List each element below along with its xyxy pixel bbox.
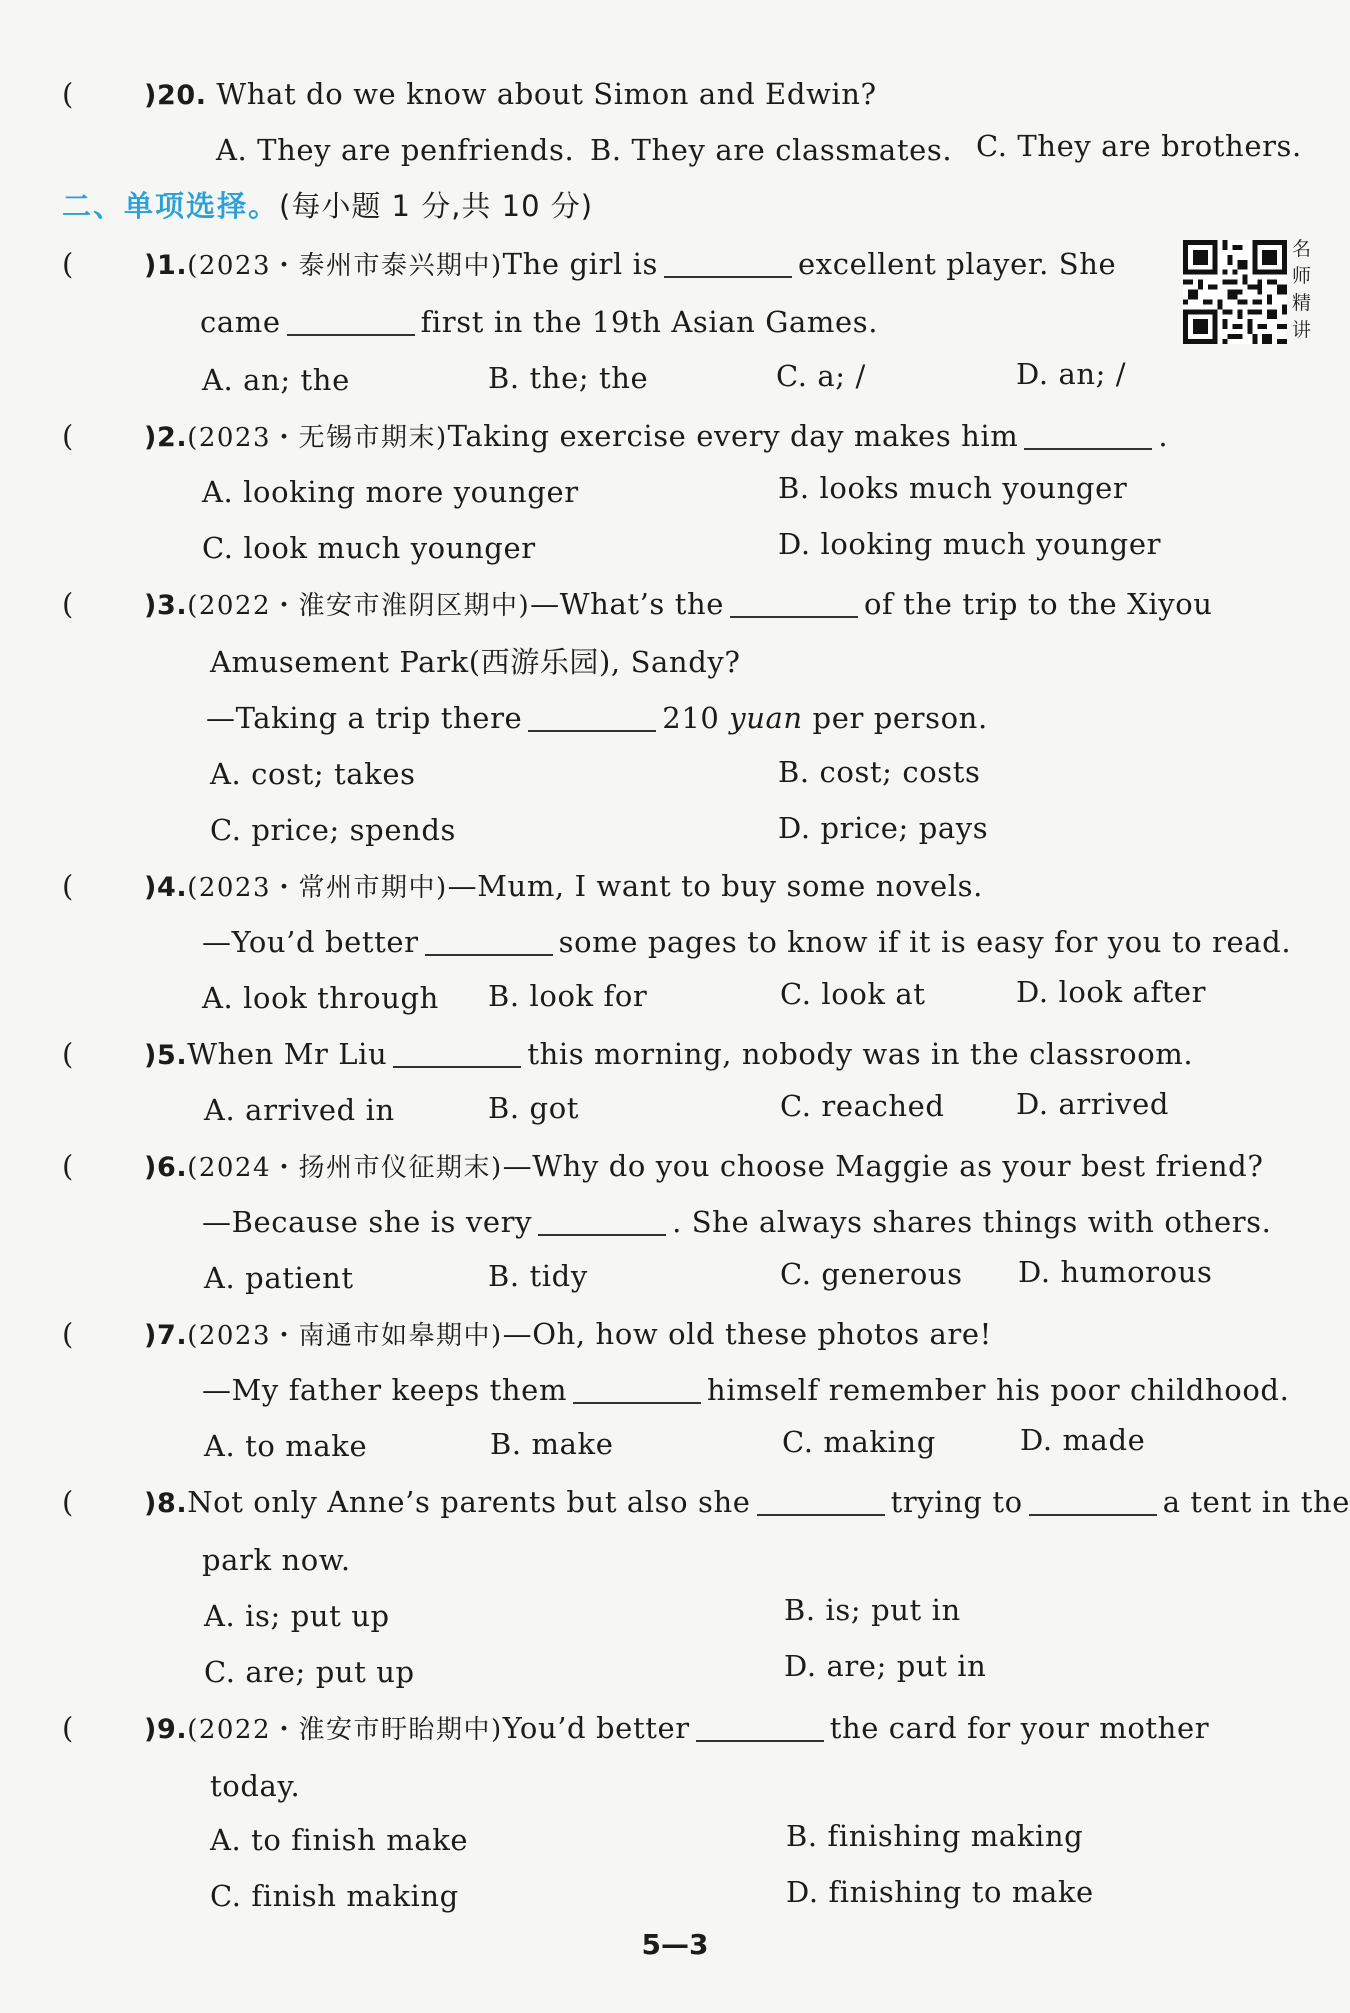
option-d: D. finishing to make: [786, 1875, 1094, 1909]
qr-code-icon[interactable]: [1183, 240, 1287, 344]
question-3-line2: Amusement Park(西游乐园), Sandy?: [210, 645, 741, 679]
question-7: [144, 1314, 992, 1356]
question-5: [144, 1034, 1193, 1076]
option-b: B. is; put in: [784, 1593, 961, 1627]
question-text: per person.: [812, 701, 988, 735]
option-c: C. are; put up: [204, 1655, 415, 1689]
question-text: —My father keeps them: [202, 1373, 568, 1407]
option-a: A. an; the: [202, 363, 350, 397]
question-source: (2022・淮安市盱眙期中): [187, 1715, 503, 1745]
question-text: this morning, nobody was in the classroom.: [527, 1037, 1194, 1071]
question-text: —Taking a trip there: [206, 701, 523, 735]
answer-blank[interactable]: [538, 1204, 666, 1236]
question-text: .: [1158, 419, 1169, 453]
qr-label: 名师精讲: [1292, 238, 1312, 341]
option-a: A. is; put up: [204, 1599, 390, 1633]
question-text-italic: yuan: [729, 701, 803, 735]
question-1: [144, 244, 1116, 286]
answer-blank[interactable]: [573, 1372, 701, 1404]
option-a: A. cost; takes: [210, 757, 416, 791]
question-8-line2: park now.: [202, 1543, 351, 1577]
option-b: B. got: [488, 1091, 580, 1125]
question-20: [144, 74, 877, 116]
option-c: C. reached: [780, 1089, 945, 1123]
option-b: B. They are classmates.: [590, 133, 953, 167]
answer-blank[interactable]: [393, 1036, 521, 1068]
question-9-line2: today.: [210, 1769, 301, 1803]
question-text: trying to: [890, 1485, 1023, 1519]
option-d: D. look after: [1016, 975, 1207, 1009]
question-3-line3: [206, 698, 988, 738]
answer-blank[interactable]: [425, 924, 553, 956]
answer-paren: (: [62, 587, 74, 621]
answer-paren: (: [62, 1485, 74, 1519]
option-d: D. made: [1020, 1423, 1146, 1457]
question-number: )3.: [144, 590, 188, 621]
question-text: —You’d better: [202, 925, 419, 959]
question-number: )9.: [144, 1714, 188, 1745]
option-b: B. cost; costs: [778, 755, 981, 789]
question-text: himself remember his poor childhood.: [707, 1373, 1290, 1407]
question-text: The girl is: [502, 247, 659, 281]
question-number: )20.: [144, 80, 207, 111]
question-number: )1.: [144, 250, 188, 281]
question-text: Not only Anne’s parents but also she: [187, 1485, 751, 1519]
question-source: (2023・南通市如皋期中): [187, 1321, 503, 1351]
question-source: (2023・常州市期中): [187, 873, 448, 903]
question-number: )7.: [144, 1320, 188, 1351]
question-text: —What’s the: [530, 587, 724, 621]
question-3: [144, 584, 1213, 626]
question-text: excellent player. She: [798, 247, 1117, 281]
question-text: came: [200, 305, 281, 339]
question-6: [144, 1146, 1263, 1188]
option-b: B. look for: [488, 979, 648, 1013]
answer-blank[interactable]: [1029, 1484, 1157, 1516]
answer-paren: (: [62, 419, 74, 453]
option-c: C. a; /: [776, 359, 866, 393]
option-d: D. arrived: [1016, 1087, 1170, 1121]
page-number: 5—3: [641, 1928, 709, 1961]
question-number: )6.: [144, 1152, 188, 1183]
question-text: . She always shares things with others.: [672, 1205, 1272, 1239]
question-text: the card for your mother: [829, 1711, 1210, 1745]
option-c: C. look at: [780, 977, 926, 1011]
option-a: A. They are penfriends.: [216, 133, 575, 167]
option-d: D. humorous: [1018, 1255, 1213, 1289]
answer-paren: (: [62, 869, 74, 903]
answer-blank[interactable]: [1024, 418, 1152, 450]
question-source: (2023・无锡市期末): [187, 423, 448, 453]
option-c: C. finish making: [210, 1879, 459, 1913]
question-text: —Because she is very: [202, 1205, 533, 1239]
answer-blank[interactable]: [730, 586, 858, 618]
question-number: )4.: [144, 872, 188, 903]
answer-blank[interactable]: [287, 304, 415, 336]
answer-blank[interactable]: [664, 246, 792, 278]
answer-paren: (: [62, 77, 74, 111]
option-b: B. looks much younger: [778, 471, 1128, 505]
question-8: [144, 1482, 1350, 1524]
question-number: )8.: [144, 1488, 188, 1519]
section-heading: [62, 186, 593, 226]
question-text: Taking exercise every day makes him: [447, 419, 1019, 453]
question-source: (2024・扬州市仪征期末): [187, 1153, 503, 1183]
question-4: [144, 866, 983, 908]
question-9: [144, 1708, 1209, 1750]
question-number: )5.: [144, 1040, 188, 1071]
question-text: When Mr Liu: [187, 1037, 388, 1071]
question-text: a tent in the: [1162, 1485, 1350, 1519]
option-c: C. look much younger: [202, 531, 536, 565]
question-4-line2: [202, 922, 1291, 962]
answer-blank[interactable]: [528, 700, 656, 732]
answer-paren: (: [62, 1037, 74, 1071]
answer-blank[interactable]: [696, 1710, 824, 1742]
question-text: —Mum, I want to buy some novels.: [447, 869, 983, 903]
option-a: A. patient: [204, 1261, 354, 1295]
question-1-line2: [200, 302, 878, 342]
question-6-line2: [202, 1202, 1271, 1242]
option-d: D. are; put in: [784, 1649, 987, 1683]
question-text: What do we know about Simon and Edwin?: [216, 77, 877, 111]
question-text: some pages to know if it is easy for you to read.: [558, 925, 1292, 959]
answer-paren: (: [62, 247, 74, 281]
option-b: B. tidy: [488, 1259, 588, 1293]
option-a: A. arrived in: [204, 1093, 395, 1127]
option-b: B. finishing making: [786, 1819, 1084, 1853]
option-a: A. looking more younger: [202, 475, 579, 509]
question-number: )2.: [144, 422, 188, 453]
option-a: A. look through: [202, 981, 439, 1015]
section-score: (每小题 1 分,共 10 分): [279, 189, 594, 223]
option-a: A. to finish make: [210, 1823, 469, 1857]
answer-paren: (: [62, 1711, 74, 1745]
option-d: D. looking much younger: [778, 527, 1162, 561]
option-c: C. price; spends: [210, 813, 457, 847]
question-text: You’d better: [502, 1711, 690, 1745]
option-b: B. make: [490, 1427, 614, 1461]
option-c: C. They are brothers.: [976, 129, 1302, 163]
option-a: A. to make: [204, 1429, 368, 1463]
question-text: first in the 19th Asian Games.: [420, 305, 879, 339]
option-c: C. generous: [780, 1257, 963, 1291]
question-source: (2023・泰州市泰兴期中): [187, 251, 503, 281]
option-c: C. making: [782, 1425, 936, 1459]
question-text: —Why do you choose Maggie as your best friend?: [502, 1149, 1264, 1183]
answer-blank[interactable]: [757, 1484, 885, 1516]
question-text: 210: [662, 701, 720, 735]
answer-paren: (: [62, 1317, 74, 1351]
question-7-line2: [202, 1370, 1289, 1410]
option-b: B. the; the: [488, 361, 649, 395]
option-d: D. price; pays: [778, 811, 989, 845]
option-d: D. an; /: [1016, 357, 1127, 391]
section-title: 二、单项选择。: [62, 189, 280, 223]
question-source: (2022・淮安市淮阴区期中): [187, 591, 531, 621]
question-text: of the trip to the Xiyou: [864, 587, 1213, 621]
answer-paren: (: [62, 1149, 74, 1183]
question-2: [144, 416, 1168, 458]
question-text: —Oh, how old these photos are!: [502, 1317, 992, 1351]
